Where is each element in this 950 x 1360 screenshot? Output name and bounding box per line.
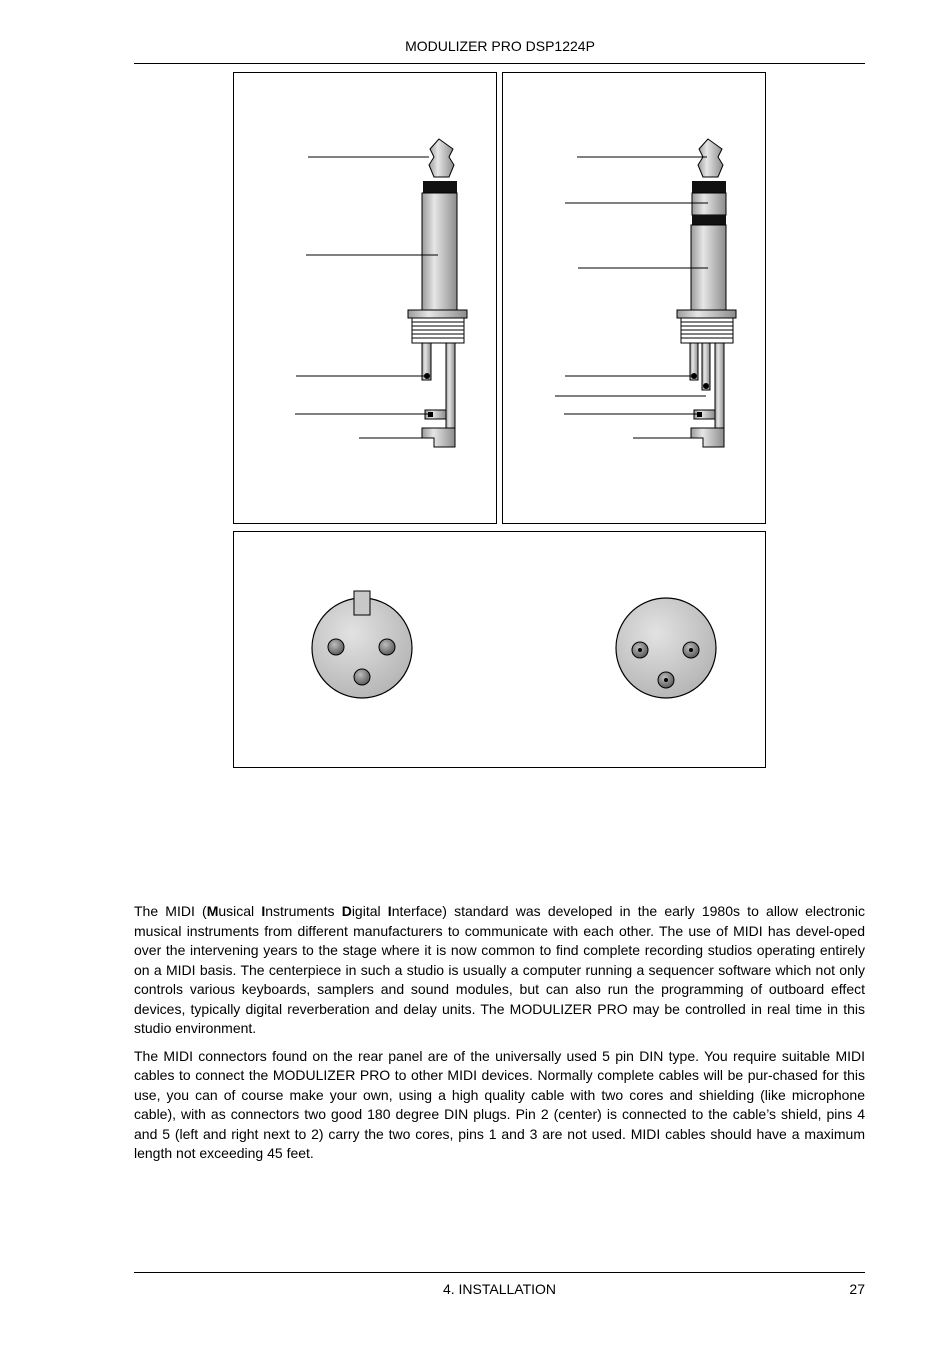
acronym-initial: M: [206, 903, 219, 919]
xlr-female-connector: [312, 591, 412, 698]
stereo-jack-figure: [502, 72, 766, 524]
mono-jack-plug-drawing: [234, 73, 498, 525]
midi-intro-paragraph: [134, 902, 865, 1039]
header-rule: [134, 63, 865, 64]
xlr-connectors-figure: [233, 531, 766, 768]
footer-rule: [134, 1272, 865, 1273]
mono-jack-figure: [233, 72, 497, 524]
xlr-connectors-drawing: [234, 532, 767, 769]
acronym-initial: I: [387, 903, 392, 919]
acronym-initial: I: [261, 903, 266, 919]
paragraph-text-run: nterface) standard was developed in the early 1980s to allow electronic musical instruments from different manufacturers to communicate with each other. The use of MIDI has devel-oped over the intervening years to the stage where it is now common to find complete recording studios operating entirely on a MIDI basis. The centerpiece in such a studio is usually a computer running a sequencer software which not only controls various keyboards, samplers and sound modules, but can also run the programming of outboard effect devices, typically digital reverberation and delay units. The MODULIZER PRO may be controlled in real time in this studio environment.: [134, 903, 866, 1036]
page-number: 27: [849, 1281, 865, 1297]
xlr-male-connector: [616, 598, 716, 698]
paragraph-text-run: usical: [218, 903, 262, 919]
paragraph-text-run: The MIDI (: [134, 903, 207, 919]
page-header-title: MODULIZER PRO DSP1224P: [405, 38, 595, 54]
footer-section-title: 4. INSTALLATION: [442, 1281, 557, 1297]
body-text: [134, 902, 865, 1172]
acronym-initial: D: [341, 903, 352, 919]
stereo-jack-plug-drawing: [503, 73, 767, 525]
midi-connectors-paragraph: The MIDI connectors found on the rear panel are of the universally used 5 pin DIN type. You require suitable MIDI cables to connect the MODULIZER PRO to other MIDI devices. Normally complete cables will be pur-chased for this use, you can of course make your own, using a high quality cable with two cores and shielding (like microphone cable), with as connectors two good 180 degree DIN plugs. Pin 2 (center) is connected to the cable’s shield, pins 4 and 5 (left and right next to 2) carry the two cores, pins 1 and 3 are not used. MIDI cables should have a maximum length not exceeding 45 feet.: [134, 1047, 865, 1161]
paragraph-text-run: nstruments: [265, 903, 342, 919]
paragraph-text-run: igital: [351, 903, 388, 919]
